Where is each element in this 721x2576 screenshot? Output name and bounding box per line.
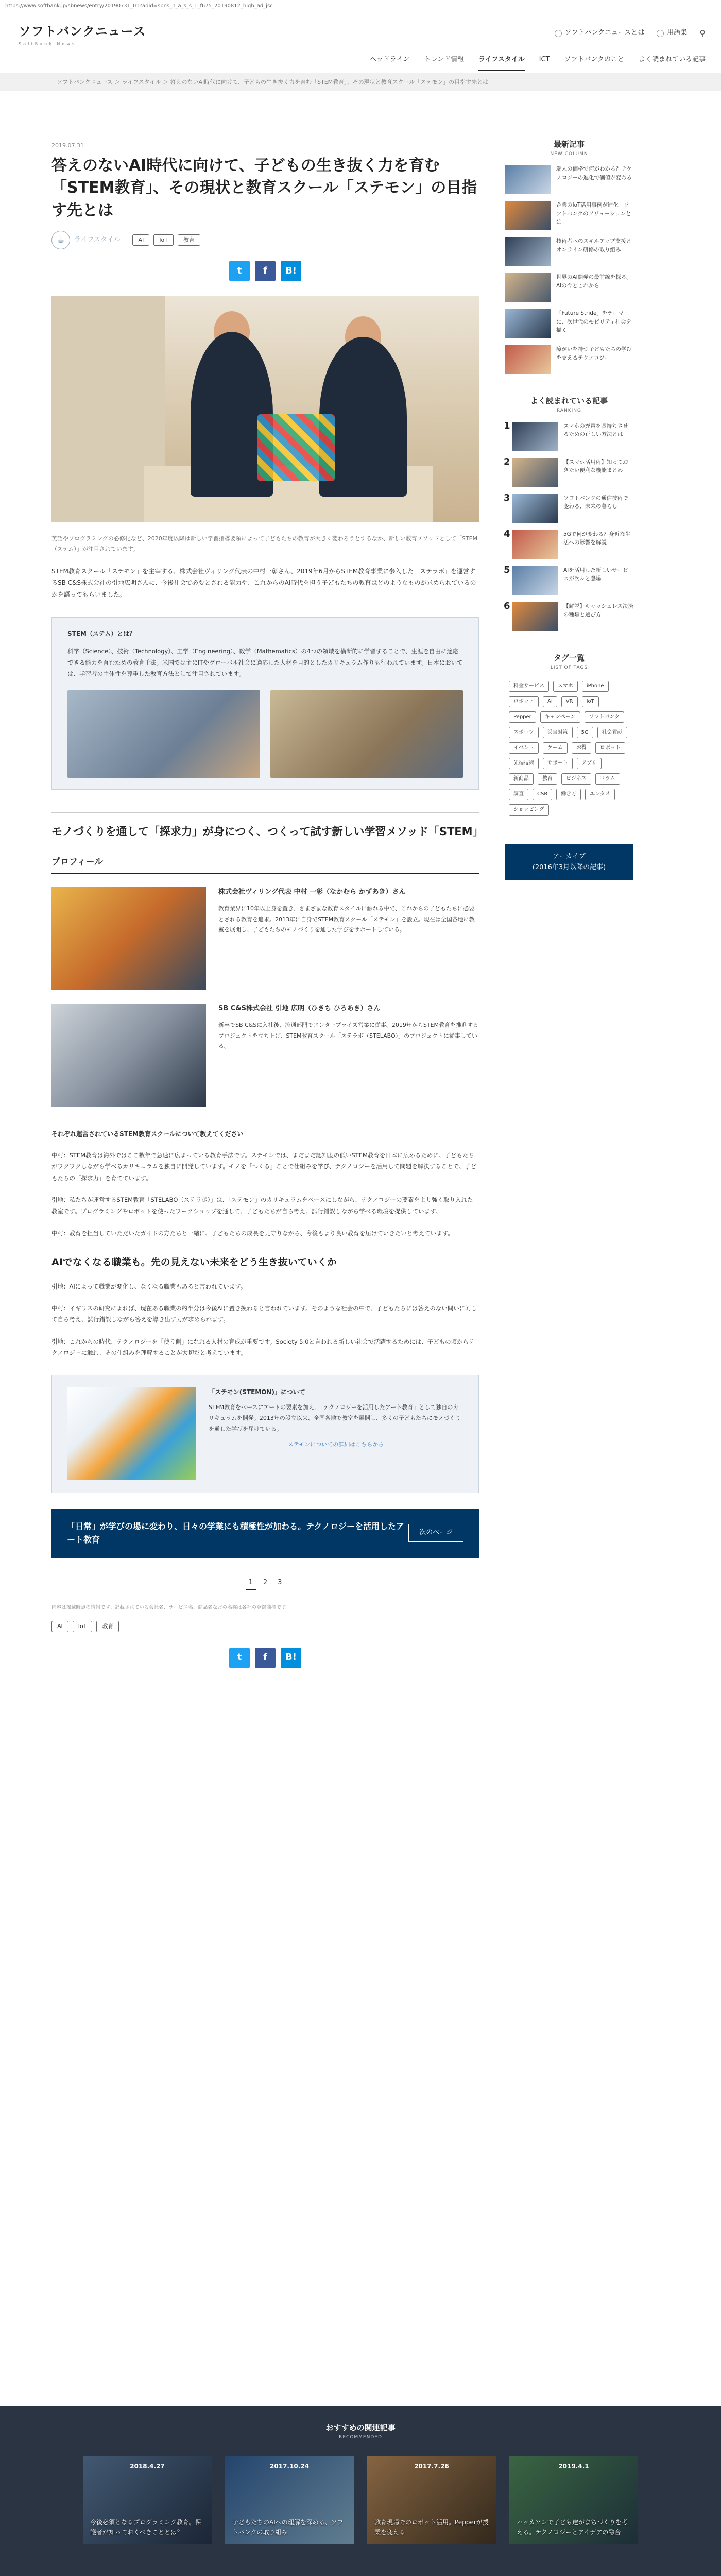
share-buttons-bottom [52,1648,479,1668]
article-title: ソフトバンクの通信技術で変わる、未来の暮らし [563,495,628,510]
rank-number: 4 [504,528,510,539]
new-article-item[interactable] [505,273,633,302]
next-page-title: 「日常」が学びの場に変わり、日々の学業にも積極性が加わる。テクノロジーを活用したアート教育 [67,1521,405,1545]
lead-paragraph: STEM教育スクール「ステモン」を主宰する、株式会社ヴィリング代表の中村一彰さん、2019年6月からSTEM教育事業に参入した「ステラボ」を運営するSB C&S株式会社の引地広明さんに、今後社会で必要とされる能力や、これからのAI時代を担う子どもたちの教育はどのようなものが求められているのかを語ってもらいました。 [52,567,476,599]
article-title: 障がいを持つ子どもたちの学びを支えるテクノロジー [556,346,632,361]
article-thumbnail [505,273,551,302]
tag-link[interactable]: コラム [595,773,620,785]
tag-link[interactable]: ロボット [595,742,625,754]
rank-number: 2 [504,456,510,467]
lead-caption: 英語やプログラミングの必修化など、2020年度以降は新しい学習指導要領によって子どもたちの教育が大きく変わろうとするなか、新しい教育メソッドとして「STEM（ステム）」が注目されています。 [52,535,478,552]
stemon-about-box [52,1375,479,1493]
tag-iot[interactable]: IoT [153,234,174,246]
tag-link[interactable]: ロボット [509,696,539,707]
article-title: 企業のIoT活用事例が進化！ソフトバンクのソリューションとは [556,202,631,225]
profile-nakamura [52,887,479,990]
recommended-header: おすすめの関連記事 RECOMMENDED [325,2423,396,2440]
tag-link[interactable]: サポート [543,758,573,769]
tag-link[interactable]: 調査 [509,789,528,800]
nav-headline[interactable]: ヘッドライン [369,56,410,63]
card-date: 2017.7.26 [414,2463,449,2470]
profile-name: 株式会社ヴィリング代表 中村 一彰（なかむら かずあき）さん [218,888,406,896]
about-link[interactable]: ソフトバンクニュースとは [555,28,645,39]
new-article-item[interactable] [505,165,633,194]
article-title: 5Gで何が変わる？身近な生活への影響を解説 [563,531,631,546]
article-title: 答えのないAI時代に向けて、子どもの生き抜く力を育む「STEM教育」、その現状と教育スクール「ステモン」の目指す先とは [52,156,477,219]
recommended-card[interactable] [509,2456,638,2544]
bottom-tags [52,1621,479,1632]
section-heading: AIでなくなる職業も。先の見えない未来をどう生き抜いていくか [52,1257,337,1268]
nav-lifestyle[interactable]: ライフスタイル [478,55,524,71]
page-3[interactable]: 3 [278,1578,282,1586]
twitter-share-button[interactable]: t [229,261,250,281]
stemon-photo [67,1387,196,1480]
tag-education[interactable]: 教育 [96,1621,119,1632]
rank-number: 3 [504,492,510,503]
article-thumbnail [512,566,558,595]
disclaimer: 内容は掲載時点の情報です。記載されている会社名、サービス名、商品名などの名称は各社の登録商標です。 [52,1604,290,1611]
ranking-item[interactable] [505,602,633,631]
tag-link[interactable]: キャンペーン [540,711,580,723]
share-buttons-top [52,261,479,281]
ranking-item[interactable] [505,458,633,487]
tag-link[interactable]: 社会貢献 [597,727,627,738]
article-date: 2019.07.31 [52,142,84,149]
tag-link[interactable]: イベント [509,742,539,754]
global-nav [370,55,706,71]
ranking-item[interactable] [505,494,633,523]
recommended-section [0,2406,721,2576]
hatena-share-button[interactable]: B! [281,1648,301,1668]
next-page-banner[interactable] [52,1509,479,1558]
tag-iot[interactable]: IoT [73,1621,93,1632]
ranking-header: よく読まれている記事 RANKING [530,396,608,414]
tag-link[interactable]: ビジネス [561,773,591,785]
interview-answer: 中村：教育を担当していただいたガイドの方たちと一緒に、子どもたちの成長を見守りながら、今後もより良い教育を届けていきたいと考えています。 [52,1229,454,1237]
tag-ai[interactable]: AI [52,1621,68,1632]
tag-link[interactable]: ゲーム [543,742,568,754]
article-thumbnail [505,201,551,230]
profile-heading: プロフィール [52,855,479,873]
profile-photo [52,1004,206,1107]
tag-link[interactable]: 災害対策 [543,727,573,738]
card-date: 2017.10.24 [270,2463,309,2470]
lifestyle-category-icon[interactable]: ☕ [52,231,70,249]
article-thumbnail [505,165,551,194]
page-1[interactable]: 1 [246,1577,256,1590]
stemon-link[interactable]: ステモンについての詳細はこちらから [287,1440,384,1448]
interview-answer: 引地：これからの時代、テクノロジーを「使う側」になれる人材の育成が重要です。Society 5.0と言われる新しい社会で活躍するためには、子どもの頃からテクノロジーに触れ、その仕組みを理解することが大切だと考えています。 [52,1337,475,1357]
pagination [52,1577,479,1590]
stem-definition-box [52,617,479,790]
tag-ai[interactable]: AI [132,234,149,246]
profile-hikichi [52,1004,479,1107]
article-thumbnail [512,494,558,523]
card-title: 子どもたちのAIへの理解を深める、ソフトバンクの取り組み [232,2519,344,2536]
next-page-button[interactable]: 次のページ [408,1524,464,1542]
tag-link[interactable]: アプリ [577,758,602,769]
tag-link[interactable]: 働き方 [556,789,581,800]
tag-link[interactable]: IoT [582,696,599,707]
new-article-item[interactable] [505,345,633,374]
tag-link[interactable]: Pepper [509,711,536,723]
article-title: 【スマホ活用術】知っておきたい便利な機能まとめ [563,459,628,474]
card-date: 2018.4.27 [130,2463,165,2470]
article-thumbnail [512,602,558,631]
site-header [0,11,721,73]
tag-link[interactable]: スマホ [553,681,578,692]
card-title: 教育現場でのロボット活用。Pepperが授業を変える [374,2519,489,2536]
page-2[interactable]: 2 [263,1578,268,1586]
stemon-title: 「ステモン(STEMON)」について [209,1388,305,1396]
site-logo[interactable]: ソフトバンクニュース SoftBank News [19,24,146,47]
article [52,117,484,1668]
article-title: 【解説】キャッシュレス決済の種類と選び方 [563,603,633,618]
tags-header: タグ一覧 LIST OF TAGS [550,653,588,670]
tag-link[interactable]: 教育 [538,773,557,785]
box-title: STEM（ステム）とは？ [67,630,136,638]
tag-link[interactable]: VR [561,696,578,707]
article-thumbnail [512,422,558,451]
recommended-card[interactable] [225,2456,354,2544]
tag-link[interactable]: AI [543,696,557,707]
profile-text: 教育業界に10年以上身を置き、さまざまな教育スタイルに触れる中で、これからの子どもたちに必要とされる教育を追求。2013年に自身でSTEM教育スクール「ステモン」を設立。現在は全国各地に教室を展開し、子どもたちのモノづくりを通した学びをサポートしている。 [218,905,475,934]
tag-link[interactable]: 5G [577,727,593,738]
article-thumbnail [505,237,551,266]
interview-answer: 引地：私たちが運営するSTEM教育「STELABO（ステラボ）」は、「ステモン」のカリキュラムをベースにしながら、テクノロジーの要素をより強く取り入れた教室です。プログラミングやロボットを使ったワークショップを通して、子どもたちが自ら考え、試行錯誤しながら学べる環境を提供しています。 [52,1196,473,1215]
profile-name: SB C&S株式会社 引地 広明（ひきち ひろあき）さん [218,1004,381,1012]
breadcrumb[interactable]: ソフトバンクニュース ＞ ライフスタイル ＞ 答えのないAI時代に向けて、子どもの生き抜く力を育む「STEM教育」、その現状と教育スクール「ステモン」の目指す先とは [0,73,721,91]
card-title: ハッカソンで子ども達がまちづくりを考える。テクノロジーとアイデアの融合 [517,2519,628,2536]
tag-link[interactable]: お得 [572,742,591,754]
article-title: AIを活用した新しいサービスが次々と登場 [563,567,628,582]
stemon-text: STEM教育をベースにアートの要素を加え、「テクノロジーを活用したアート教育」として独自のカリキュラムを開発。2013年の設立以来、全国各地で教室を展開し、多くの子どもたちにモノづくりを通した学びを届けている。 [209,1403,461,1432]
recommended-card[interactable] [83,2456,212,2544]
recommended-card[interactable] [367,2456,496,2544]
article-thumbnail [505,345,551,374]
tag-link[interactable]: CSR [533,789,552,800]
new-article-item[interactable] [505,237,633,266]
facebook-share-button[interactable]: f [255,1648,276,1668]
tag-link[interactable]: スポーツ [509,727,539,738]
rank-number: 1 [504,420,510,431]
rank-number: 6 [504,600,510,612]
tag-education[interactable]: 教育 [178,234,200,246]
nav-ict[interactable]: ICT [539,56,550,63]
hatena-share-button[interactable]: B! [281,261,301,281]
sidebar [505,117,633,880]
profile-text: 新卒でSB C&Sに入社後、流通部門でエンタープライズ営業に従事。2019年からSTEM教育を推進するプロジェクトを立ち上げ、STEM教育スクール「ステラボ（STELABO）」のプロジェクトに従事している。 [218,1022,478,1050]
twitter-share-button[interactable]: t [229,1648,250,1668]
tag-link[interactable]: ショッピング [509,804,549,816]
box-text: 科学（Science）、技術（Technology）、工学（Engineering）、数学（Mathematics）の4つの領域を横断的に学習することで、生涯を自由に適応できる能力を育むための教育手法。米国では主にITやグローバル社会に適応した人材を目的としたカリキュラム作りも行われています。日本においては、学習者の主体性を尊重した教育方法として注目されています。 [67,648,463,677]
tag-link[interactable]: 先端技術 [509,758,539,769]
ranking-item[interactable] [505,530,633,559]
article-thumbnail [512,530,558,559]
article-title: 世界のAI開発の最前線を探る。AIの今とこれから [556,274,632,289]
interview-answer: 引地：AIによって職業が変化し、なくなる職業もあると言われています。 [52,1282,247,1290]
search-icon[interactable]: ⚲ [699,28,706,38]
header-links [555,27,706,40]
card-title: 今後必須となるプログラミング教育。保護者が知っておくべきこととは？ [90,2519,201,2536]
new-column-header: 最新記事 NEW COLUMN [550,140,588,157]
rank-number: 5 [504,564,510,575]
article-title: 技術者へのスキルアップ支援とオンライン研修の取り組み [556,238,632,253]
book-icon [657,30,664,37]
glossary-link[interactable]: 用語集 [657,28,687,39]
category-label[interactable]: ライフスタイル [74,235,121,244]
interview-answer: 中村：STEM教育は海外ではここ数年で急速に広まっている教育手法です。ステモンでは、まだまだ認知度の低いSTEM教育を日本に広めるために、子どもたちがワクワクしながら学べるカリキュラムを独自に開発しています。モノを「つくる」ことで仕組みを学び、テクノロジーを活用して問題を解決することで、子どもたちの「探求力」を育てています。 [52,1151,477,1182]
interview-answer: 中村：イギリスの研究によれば、現在ある職業の約半分は今後AIに置き換わると言われています。そのような社会の中で、子どもたちには答えのない問いに対して自ら考え、試行錯誤しながら答えを導き出す力が求められます。 [52,1304,477,1324]
article-title: スマホの充電を長持ちさせるための正しい方法とは [563,422,628,438]
new-article-item[interactable] [505,201,633,230]
url-bar: https://www.softbank.jp/sbnews/entry/20190731_01?adid=sbns_n_a_s_s_1_f675_20190812_high_ad_jsc [0,0,721,11]
tag-cloud [505,681,633,816]
article-title: 「Future Stride」をテーマに、次世代のモビリティ社会を描く [556,310,631,333]
tag-link[interactable]: エンタメ [585,789,615,800]
tag-link[interactable]: iPhone [582,681,609,692]
nav-popular[interactable]: よく読まれている記事 [638,56,706,63]
tag-link[interactable]: 新商品 [509,773,534,785]
tag-link[interactable]: ソフトバンク [585,711,625,723]
hero-image [52,296,479,522]
archive-button[interactable]: アーカイブ (2016年3月以降の記事) [505,844,633,880]
ranking-item[interactable] [505,422,633,451]
new-article-item[interactable] [505,309,633,338]
interview-question: それぞれ運営されているSTEM教育スクールについて教えてください [52,1130,244,1138]
article-meta [52,231,479,249]
nav-softbank[interactable]: ソフトバンクのこと [564,56,624,63]
article-thumbnail [512,458,558,487]
article-title: 端末の価格で何がわかる？テクノロジーの進化で価値が変わる [556,166,632,181]
ranking-item[interactable] [505,566,633,595]
profile-photo [52,887,206,990]
article-thumbnail [505,309,551,338]
classroom-photo [67,690,260,778]
facebook-share-button[interactable]: f [255,261,276,281]
info-icon [555,30,562,37]
section-heading: モノづくりを通して「探求力」が身につく、つくって試す新しい学習メソッド「STEM」 [52,812,479,840]
classroom-photo [270,690,463,778]
card-date: 2019.4.1 [558,2463,589,2470]
nav-trend[interactable]: トレンド情報 [424,56,465,63]
tag-link[interactable]: 料金サービス [509,681,549,692]
